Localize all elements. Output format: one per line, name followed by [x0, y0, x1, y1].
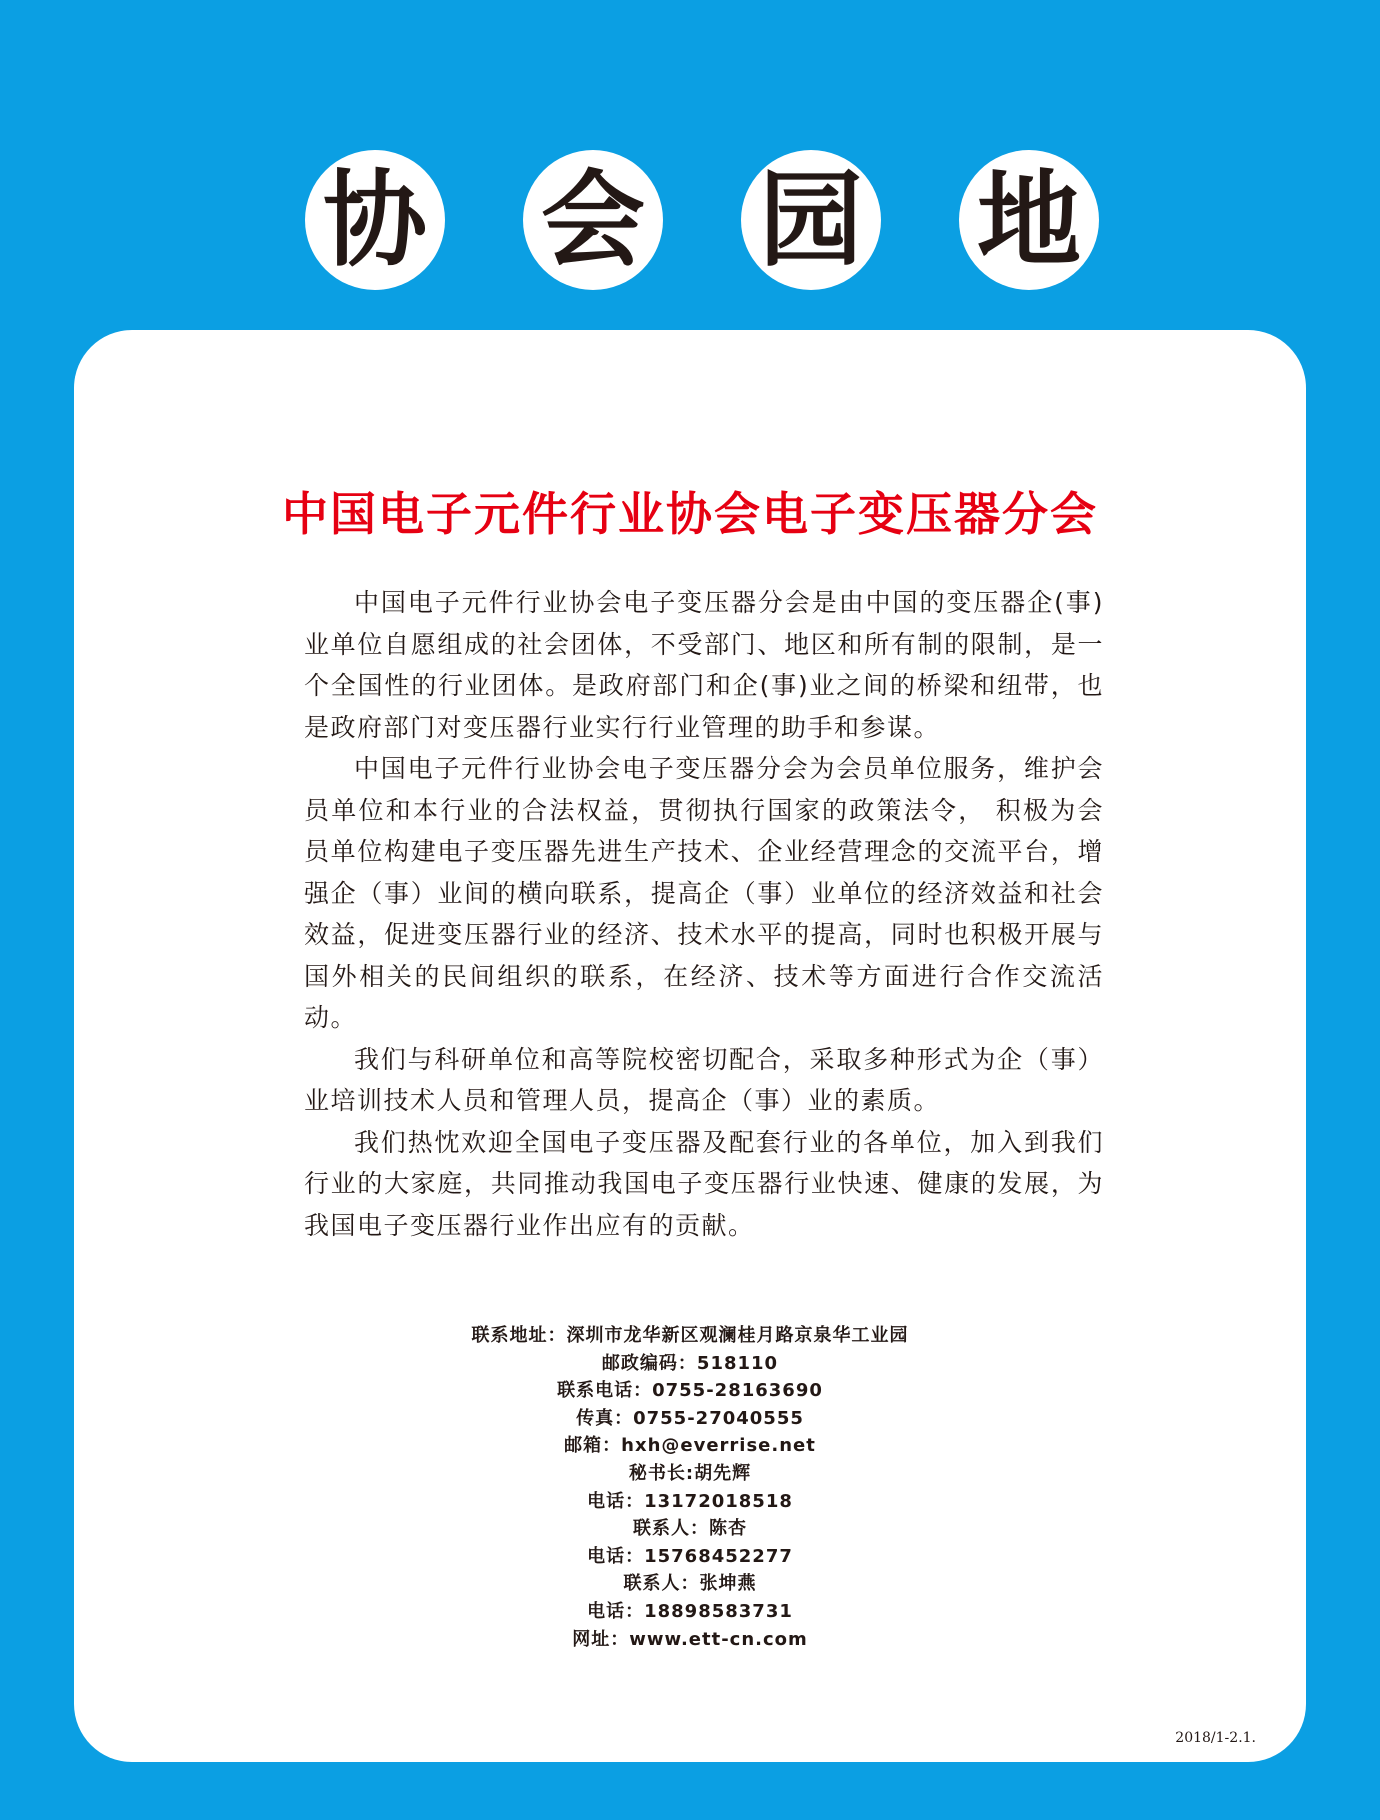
contact-phone: 联系电话：0755-28163690 [557, 1380, 823, 1402]
contact-person-1: 联系人：陈杏 [633, 1518, 747, 1540]
article-title: 中国电子元件行业协会电子变压器分会 [282, 487, 1098, 541]
header-char-2: 会 [540, 159, 645, 281]
header-circle-4 [959, 150, 1099, 290]
header-circle-1 [305, 150, 445, 290]
paragraph-4: 我们热忱欢迎全国电子变压器及配套行业的各单位，加入到我们行业的大家庭，共同推动我国电子变压器行业快速、健康的发展，为我国电子变压器行业作出应有的贡献。 [304, 1127, 1104, 1240]
content-card [74, 330, 1306, 1762]
header-char-4: 地 [976, 159, 1081, 281]
contact-person-1-phone: 电话：15768452277 [587, 1545, 793, 1567]
paragraph-3: 我们与科研单位和高等院校密切配合，采取多种形式为企（事）业培训技术人员和管理人员，提高企（事）业的素质。 [304, 1044, 1104, 1115]
contact-person-2: 联系人：张坤燕 [623, 1573, 757, 1595]
contact-person-2-phone: 电话：18898583731 [587, 1600, 793, 1622]
contact-email: 邮箱：hxh@everrise.net [564, 1435, 816, 1457]
contact-postcode: 邮政编码：518110 [601, 1352, 779, 1374]
contact-secretary-phone: 电话：13172018518 [587, 1490, 793, 1512]
header-char-1: 协 [322, 159, 427, 281]
header-circle-3 [741, 150, 881, 290]
header-circle-2 [523, 150, 663, 290]
paragraph-1: 中国电子元件行业协会电子变压器分会是由中国的变压器企(事)业单位自愿组成的社会团体，不受部门、地区和所有制的限制，是一个全国性的行业团体。是政府部门和企(事)业之间的桥梁和纽带，也是政府部门对变压器行业实行行业管理的助手和参谋。 [304, 588, 1104, 742]
contact-block [74, 1322, 1306, 1653]
contact-secretary: 秘书长:胡先辉 [628, 1462, 752, 1484]
header-banner [0, 150, 1380, 300]
page-number: 2018/1-2.1. [1175, 1730, 1256, 1746]
contact-address: 联系地址：深圳市龙华新区观澜桂月路京泉华工业园 [471, 1325, 909, 1346]
header-char-3: 园 [758, 159, 863, 281]
contact-website: 网址：www.ett-cn.com [572, 1628, 808, 1650]
contact-fax: 传真：0755-27040555 [576, 1407, 804, 1429]
paragraph-2: 中国电子元件行业协会电子变压器分会为会员单位服务，维护会员单位和本行业的合法权益，贯彻执行国家的政策法令， 积极为会员单位构建电子变压器先进生产技术、企业经营理念的交流平台，增强企（事）业间的横向联系，提高企（事）业单位的经济效益和社会效益，促进变压器行业的经济、技术水平的提高，同时也积极开展与国外相关的民间组织的联系，在经济、技术等方面进行合作交流活动。 [304, 754, 1104, 1032]
article-body [304, 582, 1104, 1246]
